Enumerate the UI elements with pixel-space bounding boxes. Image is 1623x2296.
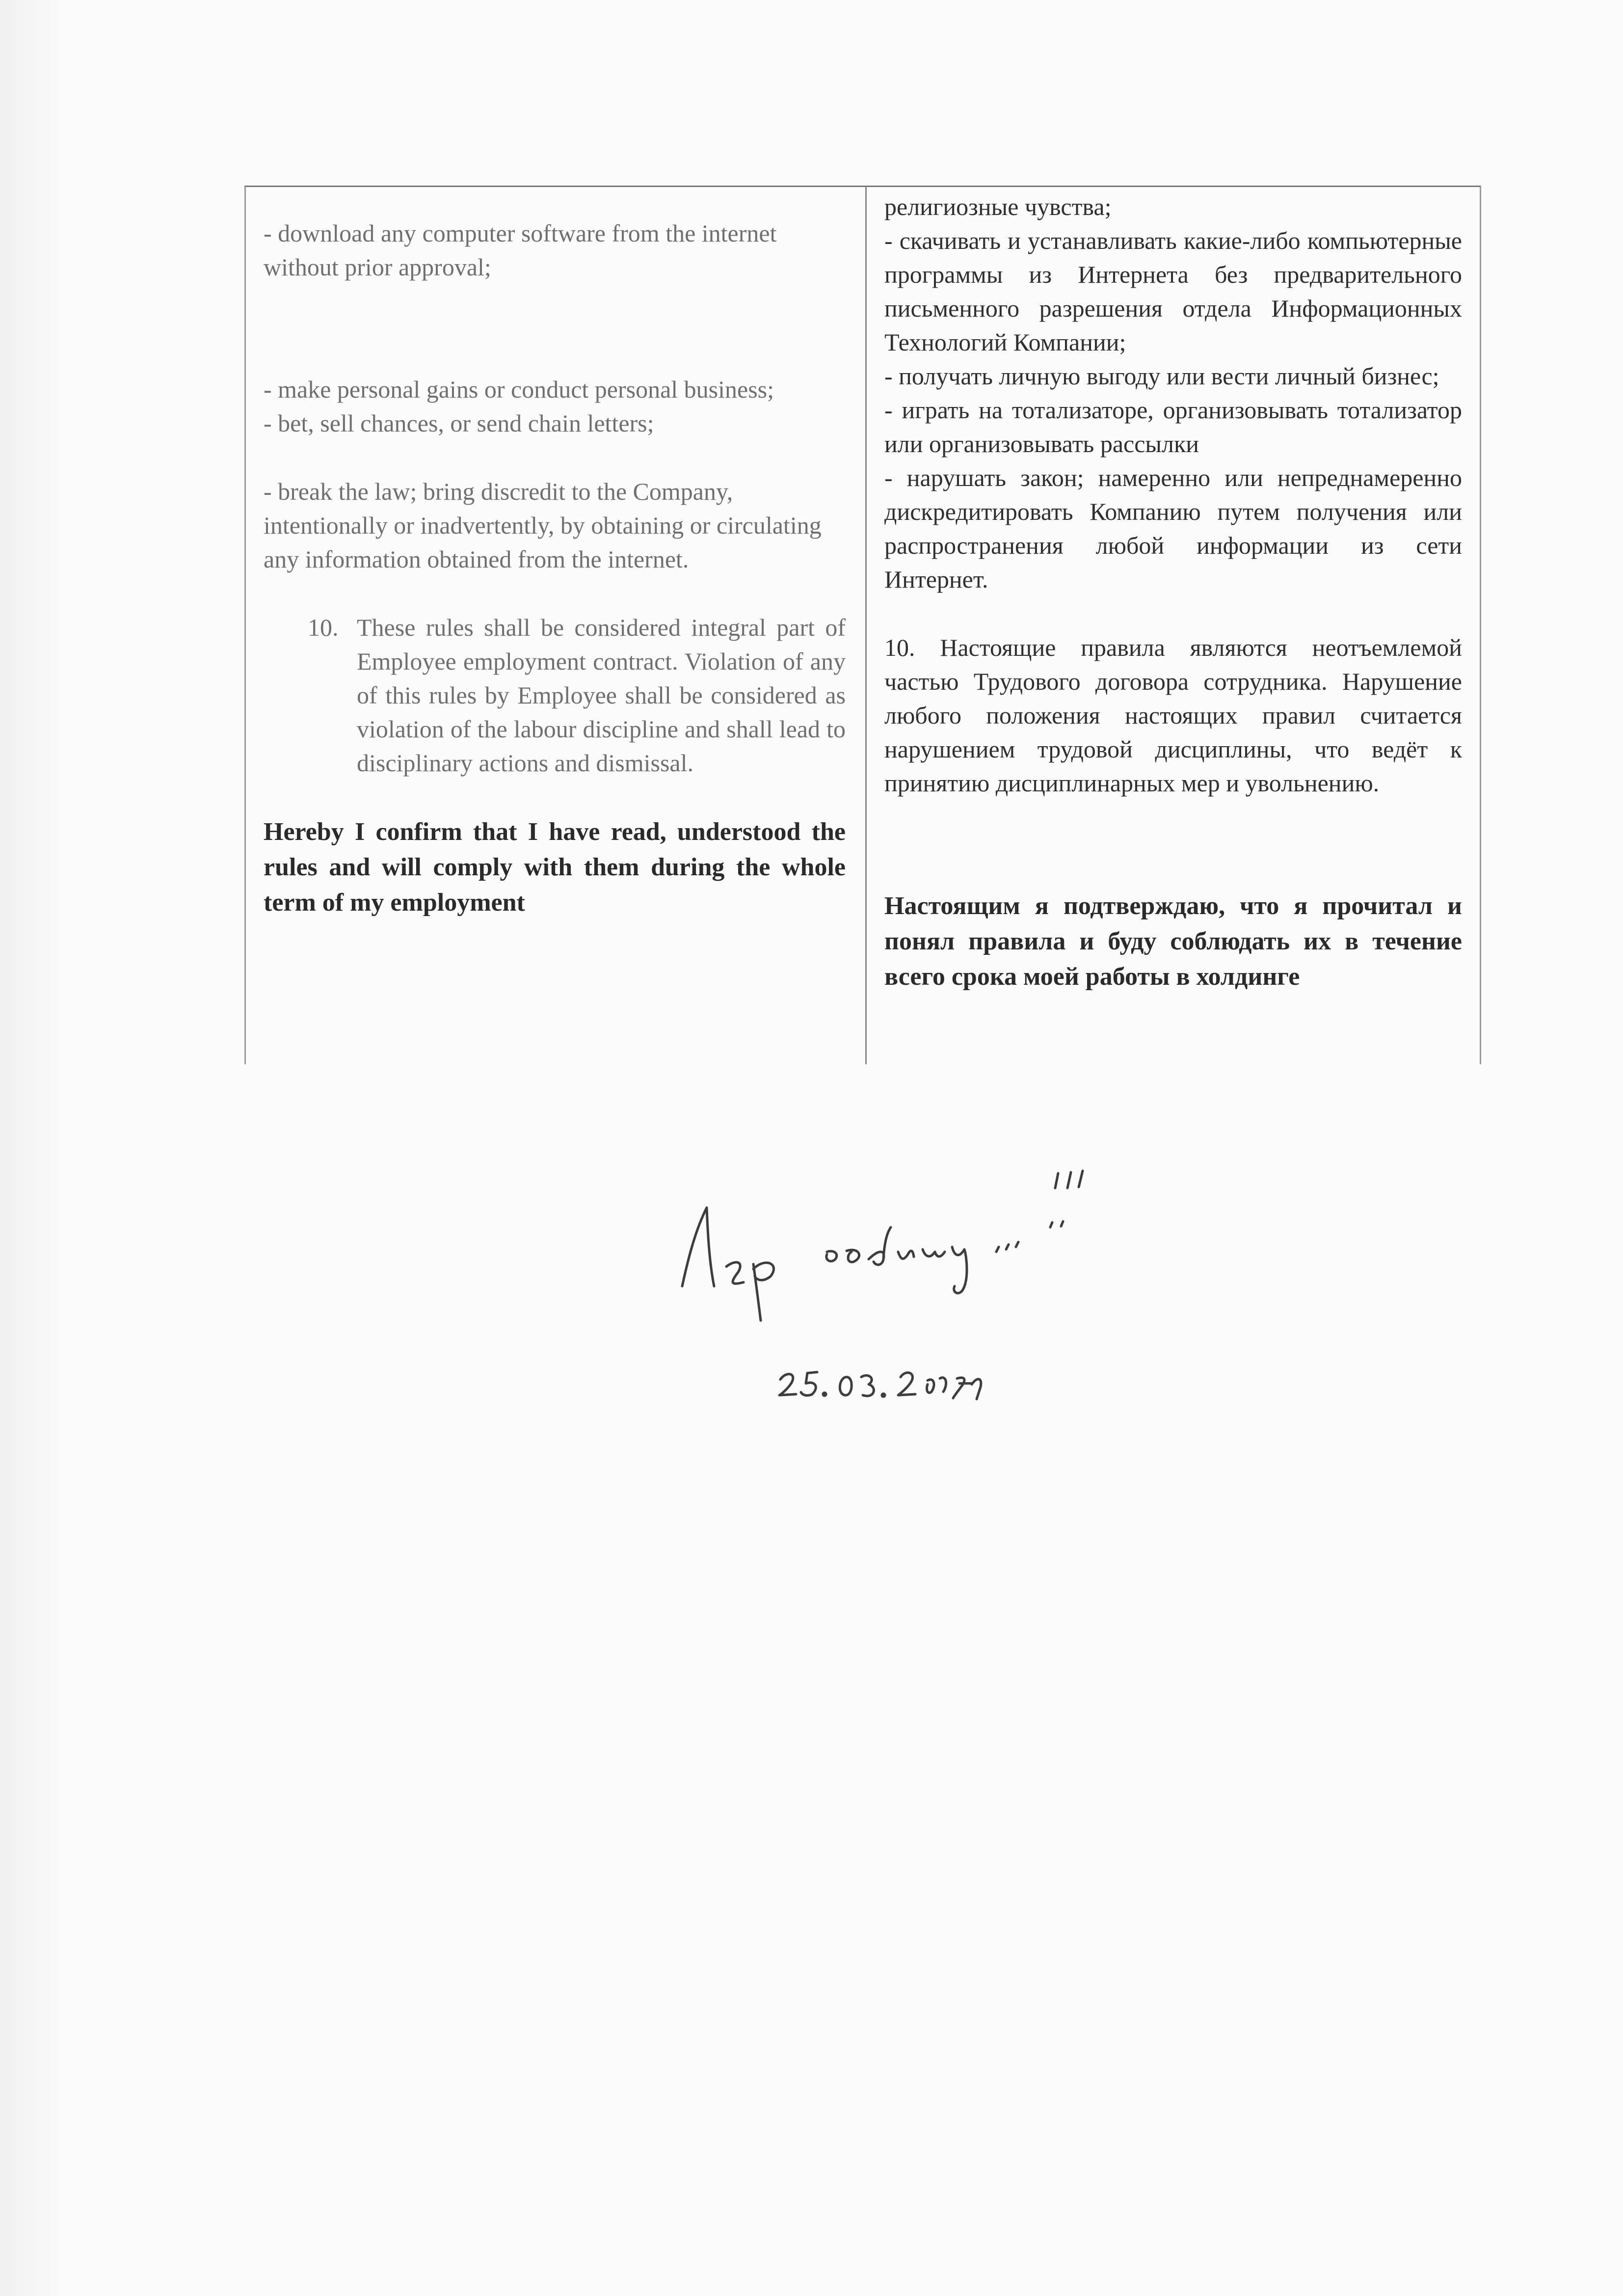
en-item-10-text: These rules shall be considered integral part of Employee employment contract. Violation of any of this rules by Employee shall be considered as violation of the labour discipline and shall lead to disciplinary actions and dismissal. bbox=[357, 614, 846, 777]
en-item-download: - download any computer software from the internet without prior approval; bbox=[264, 219, 777, 281]
russian-column bbox=[867, 187, 1480, 1064]
ru-item-10: 10. Настоящие правила являются неотъемлемой частью Трудового договора сотрудника. Нарушение любого положения настоящих правил считается нарушением трудовой дисциплины, что ведёт к принятию дисциплинарных мер и увольнению. bbox=[884, 634, 1462, 797]
ru-item-download: - скачивать и устанавливать какие-либо компьютерные программы из Интернета без предварительного письменного разрешения отдела Информационных Технологий Компании; bbox=[884, 227, 1462, 356]
handwritten-note bbox=[653, 1154, 1193, 1409]
en-item-10-number: 10. bbox=[308, 614, 339, 641]
ru-item-bet: - играть на тотализаторе, организовывать тотализатор или организовывать рассылки bbox=[884, 396, 1462, 458]
en-item-bet: - bet, sell chances, or send chain letters; bbox=[264, 409, 654, 437]
bilingual-rules-table bbox=[244, 186, 1481, 1064]
english-column bbox=[246, 187, 867, 1064]
scan-edge-shadow bbox=[0, 0, 69, 2296]
ru-item-personal-gains: - получать личную выгоду или вести личный бизнес; bbox=[884, 362, 1439, 390]
en-item-personal-gains: - make personal gains or conduct personal business; bbox=[264, 376, 774, 403]
handwriting-drawing bbox=[653, 1154, 1193, 1409]
en-item-break-law: - break the law; bring discredit to the Company, intentionally or inadvertently, by obtaining or circulating any information obtained from the internet. bbox=[264, 478, 822, 573]
en-confirmation: Hereby I confirm that I have read, understood the rules and will comply with them during the whole term of my employment bbox=[264, 818, 846, 917]
ru-confirmation: Настоящим я подтверждаю, что я прочитал и понял правила и буду соблюдать их в течение всего срока моей работы в холдинге bbox=[884, 892, 1462, 991]
ru-item-break-law: - нарушать закон; намеренно или непреднамеренно дискредитировать Компанию путем получения или распространения любой информации из сети Интернет. bbox=[884, 464, 1462, 593]
en-item-10 bbox=[264, 611, 846, 780]
ru-item-religious: религиозные чувства; bbox=[884, 193, 1112, 220]
